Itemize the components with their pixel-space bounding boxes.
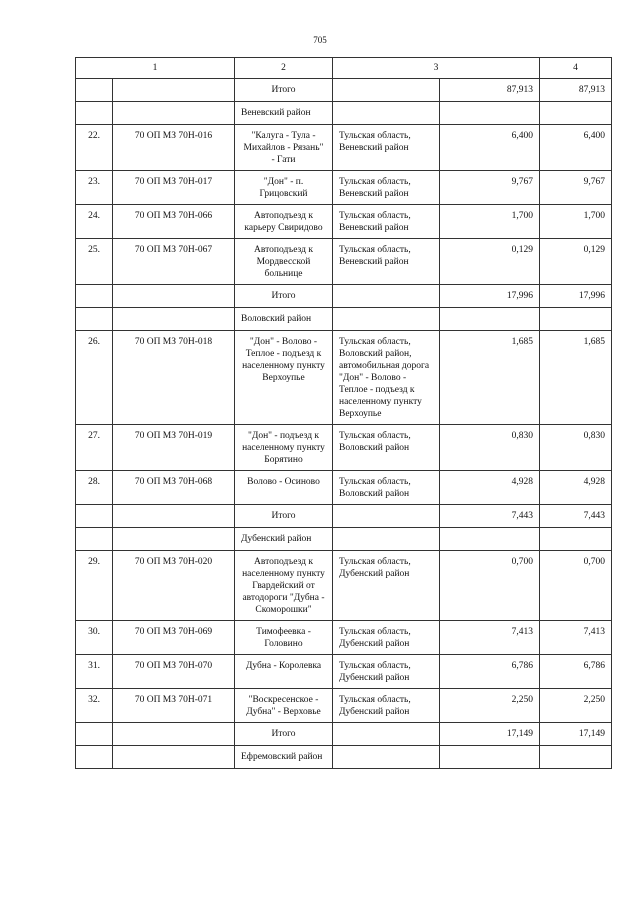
road-row	[76, 551, 612, 621]
district-row	[76, 746, 612, 769]
road-length-total: 4,928	[540, 471, 612, 505]
road-location: Тульская область, Дубенский район	[333, 551, 440, 621]
empty-cell	[440, 102, 540, 125]
road-number: 31.	[76, 655, 113, 689]
empty-cell	[76, 79, 113, 102]
road-id-code: 70 ОП МЗ 70Н-068	[113, 471, 235, 505]
road-id-code: 70 ОП МЗ 70Н-069	[113, 621, 235, 655]
road-location: Тульская область, Веневский район	[333, 171, 440, 205]
road-name: Дубна - Королевка	[235, 655, 333, 689]
empty-cell	[113, 285, 235, 308]
road-number: 23.	[76, 171, 113, 205]
road-id-code: 70 ОП МЗ 70Н-017	[113, 171, 235, 205]
empty-cell	[113, 102, 235, 125]
road-row	[76, 171, 612, 205]
road-id-code: 70 ОП МЗ 70Н-066	[113, 205, 235, 239]
empty-cell	[333, 746, 440, 769]
empty-cell	[540, 102, 612, 125]
district-name: Веневский район	[235, 102, 333, 125]
subtotal-row	[76, 79, 612, 102]
road-name: Волово - Осиново	[235, 471, 333, 505]
subtotal-row	[76, 505, 612, 528]
district-name: Воловский район	[235, 308, 333, 331]
road-name: "Дон" - Волово - Теплое - подъезд к населенному пункту Верхоупье	[235, 331, 333, 425]
road-length-total: 0,129	[540, 239, 612, 285]
road-row	[76, 621, 612, 655]
subtotal-label: Итого	[235, 285, 333, 308]
road-length: 0,830	[440, 425, 540, 471]
road-id-code: 70 ОП МЗ 70Н-018	[113, 331, 235, 425]
road-length: 0,700	[440, 551, 540, 621]
road-name: "Дон" - подъезд к населенному пункту Борятино	[235, 425, 333, 471]
road-location: Тульская область, Дубенский район	[333, 655, 440, 689]
subtotal-label: Итого	[235, 723, 333, 746]
road-location: Тульская область, Дубенский район	[333, 689, 440, 723]
road-number: 26.	[76, 331, 113, 425]
road-length: 1,700	[440, 205, 540, 239]
road-name: "Калуга - Тула - Михайлов - Рязань" - Гати	[235, 125, 333, 171]
district-row	[76, 528, 612, 551]
road-number: 22.	[76, 125, 113, 171]
road-id-code: 70 ОП МЗ 70Н-016	[113, 125, 235, 171]
empty-cell	[76, 746, 113, 769]
road-length: 0,129	[440, 239, 540, 285]
subtotal-length: 17,996	[440, 285, 540, 308]
road-row	[76, 425, 612, 471]
empty-cell	[540, 746, 612, 769]
empty-cell	[440, 746, 540, 769]
road-location: Тульская область, Воловский район	[333, 425, 440, 471]
subtotal-length-total: 17,149	[540, 723, 612, 746]
subtotal-length-total: 7,443	[540, 505, 612, 528]
road-name: Автоподъезд к карьеру Свиридово	[235, 205, 333, 239]
road-id-code: 70 ОП МЗ 70Н-070	[113, 655, 235, 689]
road-row	[76, 471, 612, 505]
district-row	[76, 308, 612, 331]
road-length-total: 1,700	[540, 205, 612, 239]
road-length: 9,767	[440, 171, 540, 205]
road-id-code: 70 ОП МЗ 70Н-019	[113, 425, 235, 471]
empty-cell	[333, 102, 440, 125]
road-length: 4,928	[440, 471, 540, 505]
road-length-total: 0,830	[540, 425, 612, 471]
road-number: 29.	[76, 551, 113, 621]
road-number: 24.	[76, 205, 113, 239]
road-id-code: 70 ОП МЗ 70Н-067	[113, 239, 235, 285]
road-row	[76, 689, 612, 723]
road-location: Тульская область, Веневский район	[333, 205, 440, 239]
subtotal-label: Итого	[235, 79, 333, 102]
empty-cell	[333, 528, 440, 551]
empty-cell	[113, 723, 235, 746]
subtotal-label: Итого	[235, 505, 333, 528]
subtotal-length-total: 17,996	[540, 285, 612, 308]
road-length: 2,250	[440, 689, 540, 723]
subtotal-length: 87,913	[440, 79, 540, 102]
road-location: Тульская область, Веневский район	[333, 239, 440, 285]
road-number: 30.	[76, 621, 113, 655]
empty-cell	[76, 308, 113, 331]
road-name: Автоподъезд к Мордвесской больнице	[235, 239, 333, 285]
road-name: Автоподъезд к населенному пункту Гвардейский от автодороги "Дубна - Скоморошки"	[235, 551, 333, 621]
header-col-3: 3	[333, 58, 540, 79]
road-length: 6,786	[440, 655, 540, 689]
empty-cell	[540, 528, 612, 551]
empty-cell	[333, 723, 440, 746]
empty-cell	[440, 308, 540, 331]
empty-cell	[540, 308, 612, 331]
road-length: 7,413	[440, 621, 540, 655]
road-number: 28.	[76, 471, 113, 505]
road-length-total: 0,700	[540, 551, 612, 621]
subtotal-row	[76, 285, 612, 308]
empty-cell	[333, 79, 440, 102]
road-location: Тульская область, Воловский район	[333, 471, 440, 505]
district-name: Дубенский район	[235, 528, 333, 551]
road-name: Тимофеевка - Головино	[235, 621, 333, 655]
empty-cell	[113, 505, 235, 528]
road-length: 6,400	[440, 125, 540, 171]
road-length-total: 9,767	[540, 171, 612, 205]
empty-cell	[440, 528, 540, 551]
road-id-code: 70 ОП МЗ 70Н-071	[113, 689, 235, 723]
empty-cell	[333, 505, 440, 528]
district-row	[76, 102, 612, 125]
page-number: 705	[313, 35, 327, 45]
header-col-1: 1	[76, 58, 235, 79]
road-row	[76, 125, 612, 171]
empty-cell	[76, 505, 113, 528]
header-col-2: 2	[235, 58, 333, 79]
road-row	[76, 239, 612, 285]
empty-cell	[113, 746, 235, 769]
road-location: Тульская область, Воловский район, автомобильная дорога "Дон" - Волово - Теплое - подъезд к населенному пункту Верхоупье	[333, 331, 440, 425]
road-row	[76, 655, 612, 689]
roads-table	[75, 57, 612, 769]
road-number: 32.	[76, 689, 113, 723]
empty-cell	[113, 528, 235, 551]
road-number: 25.	[76, 239, 113, 285]
subtotal-length: 17,149	[440, 723, 540, 746]
empty-cell	[113, 308, 235, 331]
road-name: "Дон" - п. Грицовский	[235, 171, 333, 205]
subtotal-length-total: 87,913	[540, 79, 612, 102]
road-length-total: 6,786	[540, 655, 612, 689]
road-location: Тульская область, Веневский район	[333, 125, 440, 171]
road-location: Тульская область, Дубенский район	[333, 621, 440, 655]
road-length-total: 7,413	[540, 621, 612, 655]
empty-cell	[76, 723, 113, 746]
road-name: "Воскресенское - Дубна" - Верховье	[235, 689, 333, 723]
table-header-row	[76, 58, 612, 79]
empty-cell	[76, 285, 113, 308]
subtotal-row	[76, 723, 612, 746]
district-name: Ефремовский район	[235, 746, 333, 769]
road-id-code: 70 ОП МЗ 70Н-020	[113, 551, 235, 621]
empty-cell	[333, 308, 440, 331]
road-length-total: 2,250	[540, 689, 612, 723]
road-length: 1,685	[440, 331, 540, 425]
road-length-total: 6,400	[540, 125, 612, 171]
road-row	[76, 331, 612, 425]
road-number: 27.	[76, 425, 113, 471]
header-col-4: 4	[540, 58, 612, 79]
road-length-total: 1,685	[540, 331, 612, 425]
subtotal-length: 7,443	[440, 505, 540, 528]
empty-cell	[113, 79, 235, 102]
empty-cell	[76, 102, 113, 125]
empty-cell	[333, 285, 440, 308]
empty-cell	[76, 528, 113, 551]
road-row	[76, 205, 612, 239]
